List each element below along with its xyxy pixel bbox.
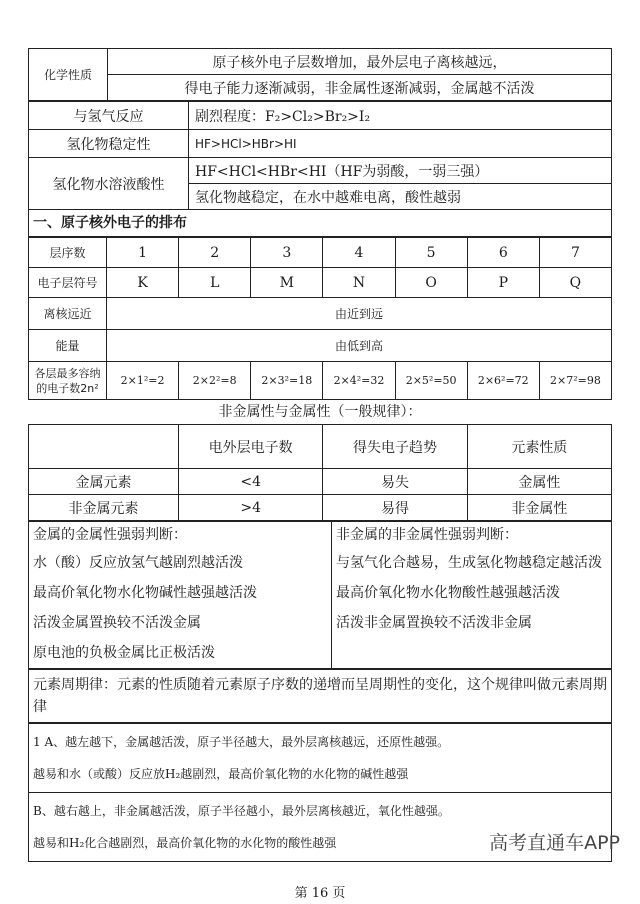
acid-text1: HF<HCl<HBr<HI（HF为弱酸，一弱三强） xyxy=(189,158,612,184)
judgement-table xyxy=(28,521,612,669)
cell: <4 xyxy=(179,469,323,495)
halogen-reaction-table xyxy=(28,101,612,210)
judge-line: 原电池的负极金属比正极活泼 xyxy=(33,645,215,661)
metal-section-title: 非金属性与金属性（一般规律）： xyxy=(218,404,422,420)
h2-label: 与氢气反应 xyxy=(29,102,189,130)
shell-number: 7 xyxy=(539,238,611,268)
h2-text: 剧烈程度：F₂>Cl₂>Br₂>I₂ xyxy=(189,102,612,130)
cell: 金属性 xyxy=(467,469,611,495)
chem-line1: 原子核外电子层数增加，最外层电子离核越远， xyxy=(108,49,612,75)
capacity-cell: 2×4²=32 xyxy=(323,362,395,400)
trend-a-line1: 1 A、越左越下，金属越活泼，原子半径越大，最外层离核越远，还原性越强。 xyxy=(33,735,450,749)
chem-line2: 得电子能力逐渐减弱，非金属性逐渐减弱，金属越不活泼 xyxy=(108,75,612,101)
acid-label: 氢化物水溶液酸性 xyxy=(29,158,189,210)
trend-a-line2: 越易和水（或酸）反应放H₂越剧烈，最高价氧化物的水化物的碱性越强 xyxy=(33,767,409,781)
judge-line: 活泼金属置换较不活泼金属 xyxy=(33,615,201,631)
shell-number: 4 xyxy=(323,238,395,268)
trend-b-line1: B、越右越上，非金属越活泼，原子半径越小，最外层离核越近，氧化性越强。 xyxy=(33,804,450,818)
header-empty xyxy=(29,425,179,469)
row-label-distance: 离核远近 xyxy=(29,298,107,330)
stab-label: 氢化物稳定性 xyxy=(29,130,189,158)
shell-symbol: L xyxy=(179,268,251,298)
capacity-cell: 2×7²=98 xyxy=(539,362,611,400)
page-number: 第 16 页 xyxy=(294,886,346,901)
metal-nonmetal-table xyxy=(28,424,612,521)
capacity-cell: 2×6²=72 xyxy=(467,362,539,400)
chem-label: 化学性质 xyxy=(29,49,108,101)
cell: 非金属元素 xyxy=(29,495,179,521)
distance-text: 由近到远 xyxy=(107,298,612,330)
row-label-capacity: 各层最多容纳的电子数2n² xyxy=(29,362,107,400)
shell-number-row xyxy=(29,238,612,268)
shell-symbol: O xyxy=(395,268,467,298)
cell: >4 xyxy=(179,495,323,521)
capacity-cell: 2×5²=50 xyxy=(395,362,467,400)
judge-line: 最高价氧化物水化物碱性越强越活泼 xyxy=(33,585,257,601)
shell-number: 6 xyxy=(467,238,539,268)
acid-text2: 氢化物越稳定，在水中越难电离，酸性越弱 xyxy=(189,184,612,210)
cell: 易失 xyxy=(323,469,467,495)
shell-capacity-row xyxy=(29,362,612,400)
cell: 金属元素 xyxy=(29,469,179,495)
header-electron-trend: 得失电子趋势 xyxy=(323,425,467,469)
shell-distance-row xyxy=(29,298,612,330)
capacity-cell: 2×3²=18 xyxy=(251,362,323,400)
judge-line: 水（酸）反应放氢气越剧烈越活泼 xyxy=(33,555,243,571)
row-label-energy: 能量 xyxy=(29,330,107,362)
shell-number: 1 xyxy=(107,238,179,268)
cell: 易得 xyxy=(323,495,467,521)
document-sheet xyxy=(28,48,612,862)
halogen-properties-table xyxy=(28,48,612,101)
metal-row xyxy=(29,469,612,495)
judge-line: 与氢气化合越易，生成氢化物越稳定越活泼 xyxy=(336,555,602,571)
periodic-law-text: 元素周期律：元素的性质随着元素原子序数的递增而呈周期性的变化，这个规律叫做元素周期律 xyxy=(29,670,612,723)
row-label-number: 层序数 xyxy=(29,238,107,268)
brand-watermark: 高考直通车APP xyxy=(489,832,620,854)
shell-symbol: M xyxy=(251,268,323,298)
header-outer-electrons: 电外层电子数 xyxy=(179,425,323,469)
stab-text: HF>HCl>HBr>HI xyxy=(189,130,612,158)
shell-number: 2 xyxy=(179,238,251,268)
shell-symbol: P xyxy=(467,268,539,298)
judge-line: 金属的金属性强弱判断： xyxy=(33,527,187,543)
metal-header-row xyxy=(29,425,612,469)
shell-number: 5 xyxy=(395,238,467,268)
metal-judge-column xyxy=(29,522,332,669)
judge-line: 活泼非金属置换较不活泼非金属 xyxy=(336,615,532,631)
cell: 非金属性 xyxy=(467,495,611,521)
shell-symbol: K xyxy=(107,268,179,298)
trend-b-line2: 越易和H₂化合越剧烈，最高价氧化物的水化物的酸性越强 xyxy=(33,836,337,850)
shell-energy-row xyxy=(29,330,612,362)
trend-a-cell xyxy=(29,724,612,793)
capacity-cell: 2×2²=8 xyxy=(179,362,251,400)
judge-line: 最高价氧化物水化物酸性越强越活泼 xyxy=(336,585,560,601)
section-title: 一、原子核外电子的排布 xyxy=(28,210,612,237)
header-element-property: 元素性质 xyxy=(467,425,611,469)
shell-number: 3 xyxy=(251,238,323,268)
row-label-symbol: 电子层符号 xyxy=(29,268,107,298)
shell-symbol-row xyxy=(29,268,612,298)
judge-line: 非金属的非金属性强弱判断： xyxy=(336,527,518,543)
electron-shell-table xyxy=(28,237,612,400)
periodic-law-table xyxy=(28,669,612,723)
shell-symbol: N xyxy=(323,268,395,298)
shell-symbol: Q xyxy=(539,268,611,298)
nonmetal-judge-column xyxy=(332,522,612,669)
nonmetal-row xyxy=(29,495,612,521)
capacity-cell: 2×1²=2 xyxy=(107,362,179,400)
energy-text: 由低到高 xyxy=(107,330,612,362)
